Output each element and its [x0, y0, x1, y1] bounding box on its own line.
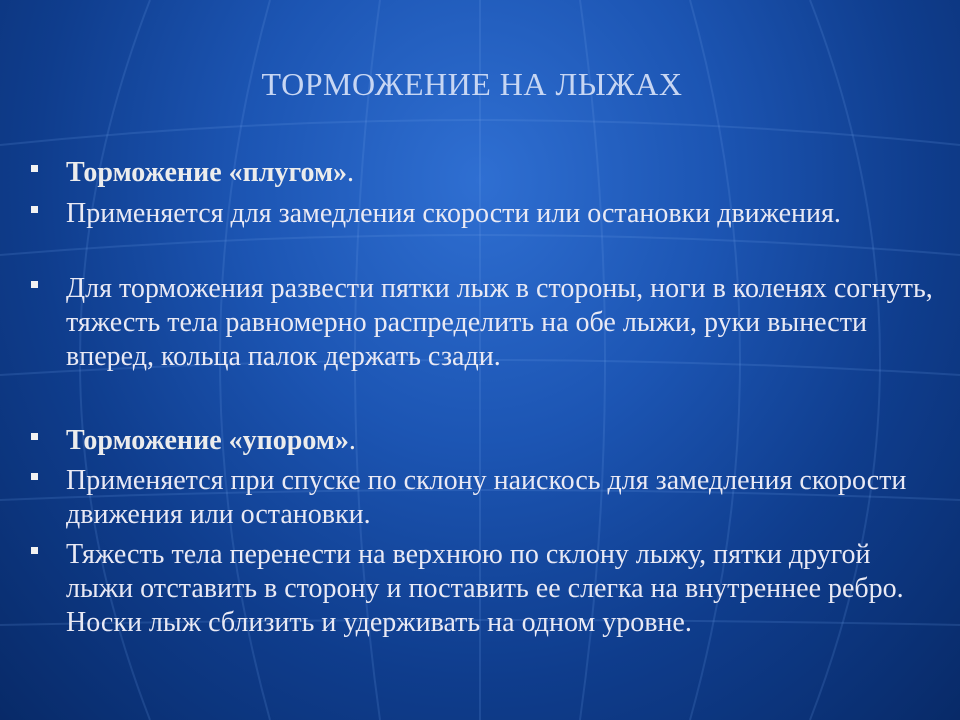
list-item-heading: Торможение «упором»	[66, 425, 349, 456]
bullet-marker	[31, 206, 38, 213]
list-item: Применяется для замедления скорости или остановки движения.	[66, 198, 841, 229]
bullet-marker	[31, 165, 38, 172]
bullet-marker	[31, 473, 38, 480]
list-item-suffix: .	[348, 425, 356, 456]
slide-title: ТОРМОЖЕНИЕ НА ЛЫЖАХ	[261, 66, 683, 102]
list-item: Применяется при спуске по склону наискось для замедления скорости движения или остановки.	[66, 465, 907, 530]
list-item-heading: Торможение «плугом»	[66, 157, 348, 188]
list-item-suffix: .	[347, 157, 355, 188]
bullet-marker	[31, 281, 38, 288]
bullet-marker	[31, 433, 38, 440]
list-item: Для торможения развести пятки лыж в стороны, ноги в коленях согнуть, тяжесть тела равномерно распределить на обе лыжи, руки вынести вперед, кольца палок держать сзади.	[66, 273, 933, 372]
list-item: Тяжесть тела перенести на верхнюю по склону лыжу, пятки другой лыжи отставить в сторону и поставить ее слегка на внутреннее ребро. Носки лыж сблизить и удерживать на одном уровне.	[66, 539, 904, 638]
list-item	[66, 424, 942, 458]
bullet-marker	[31, 547, 38, 554]
list-item	[66, 156, 942, 190]
